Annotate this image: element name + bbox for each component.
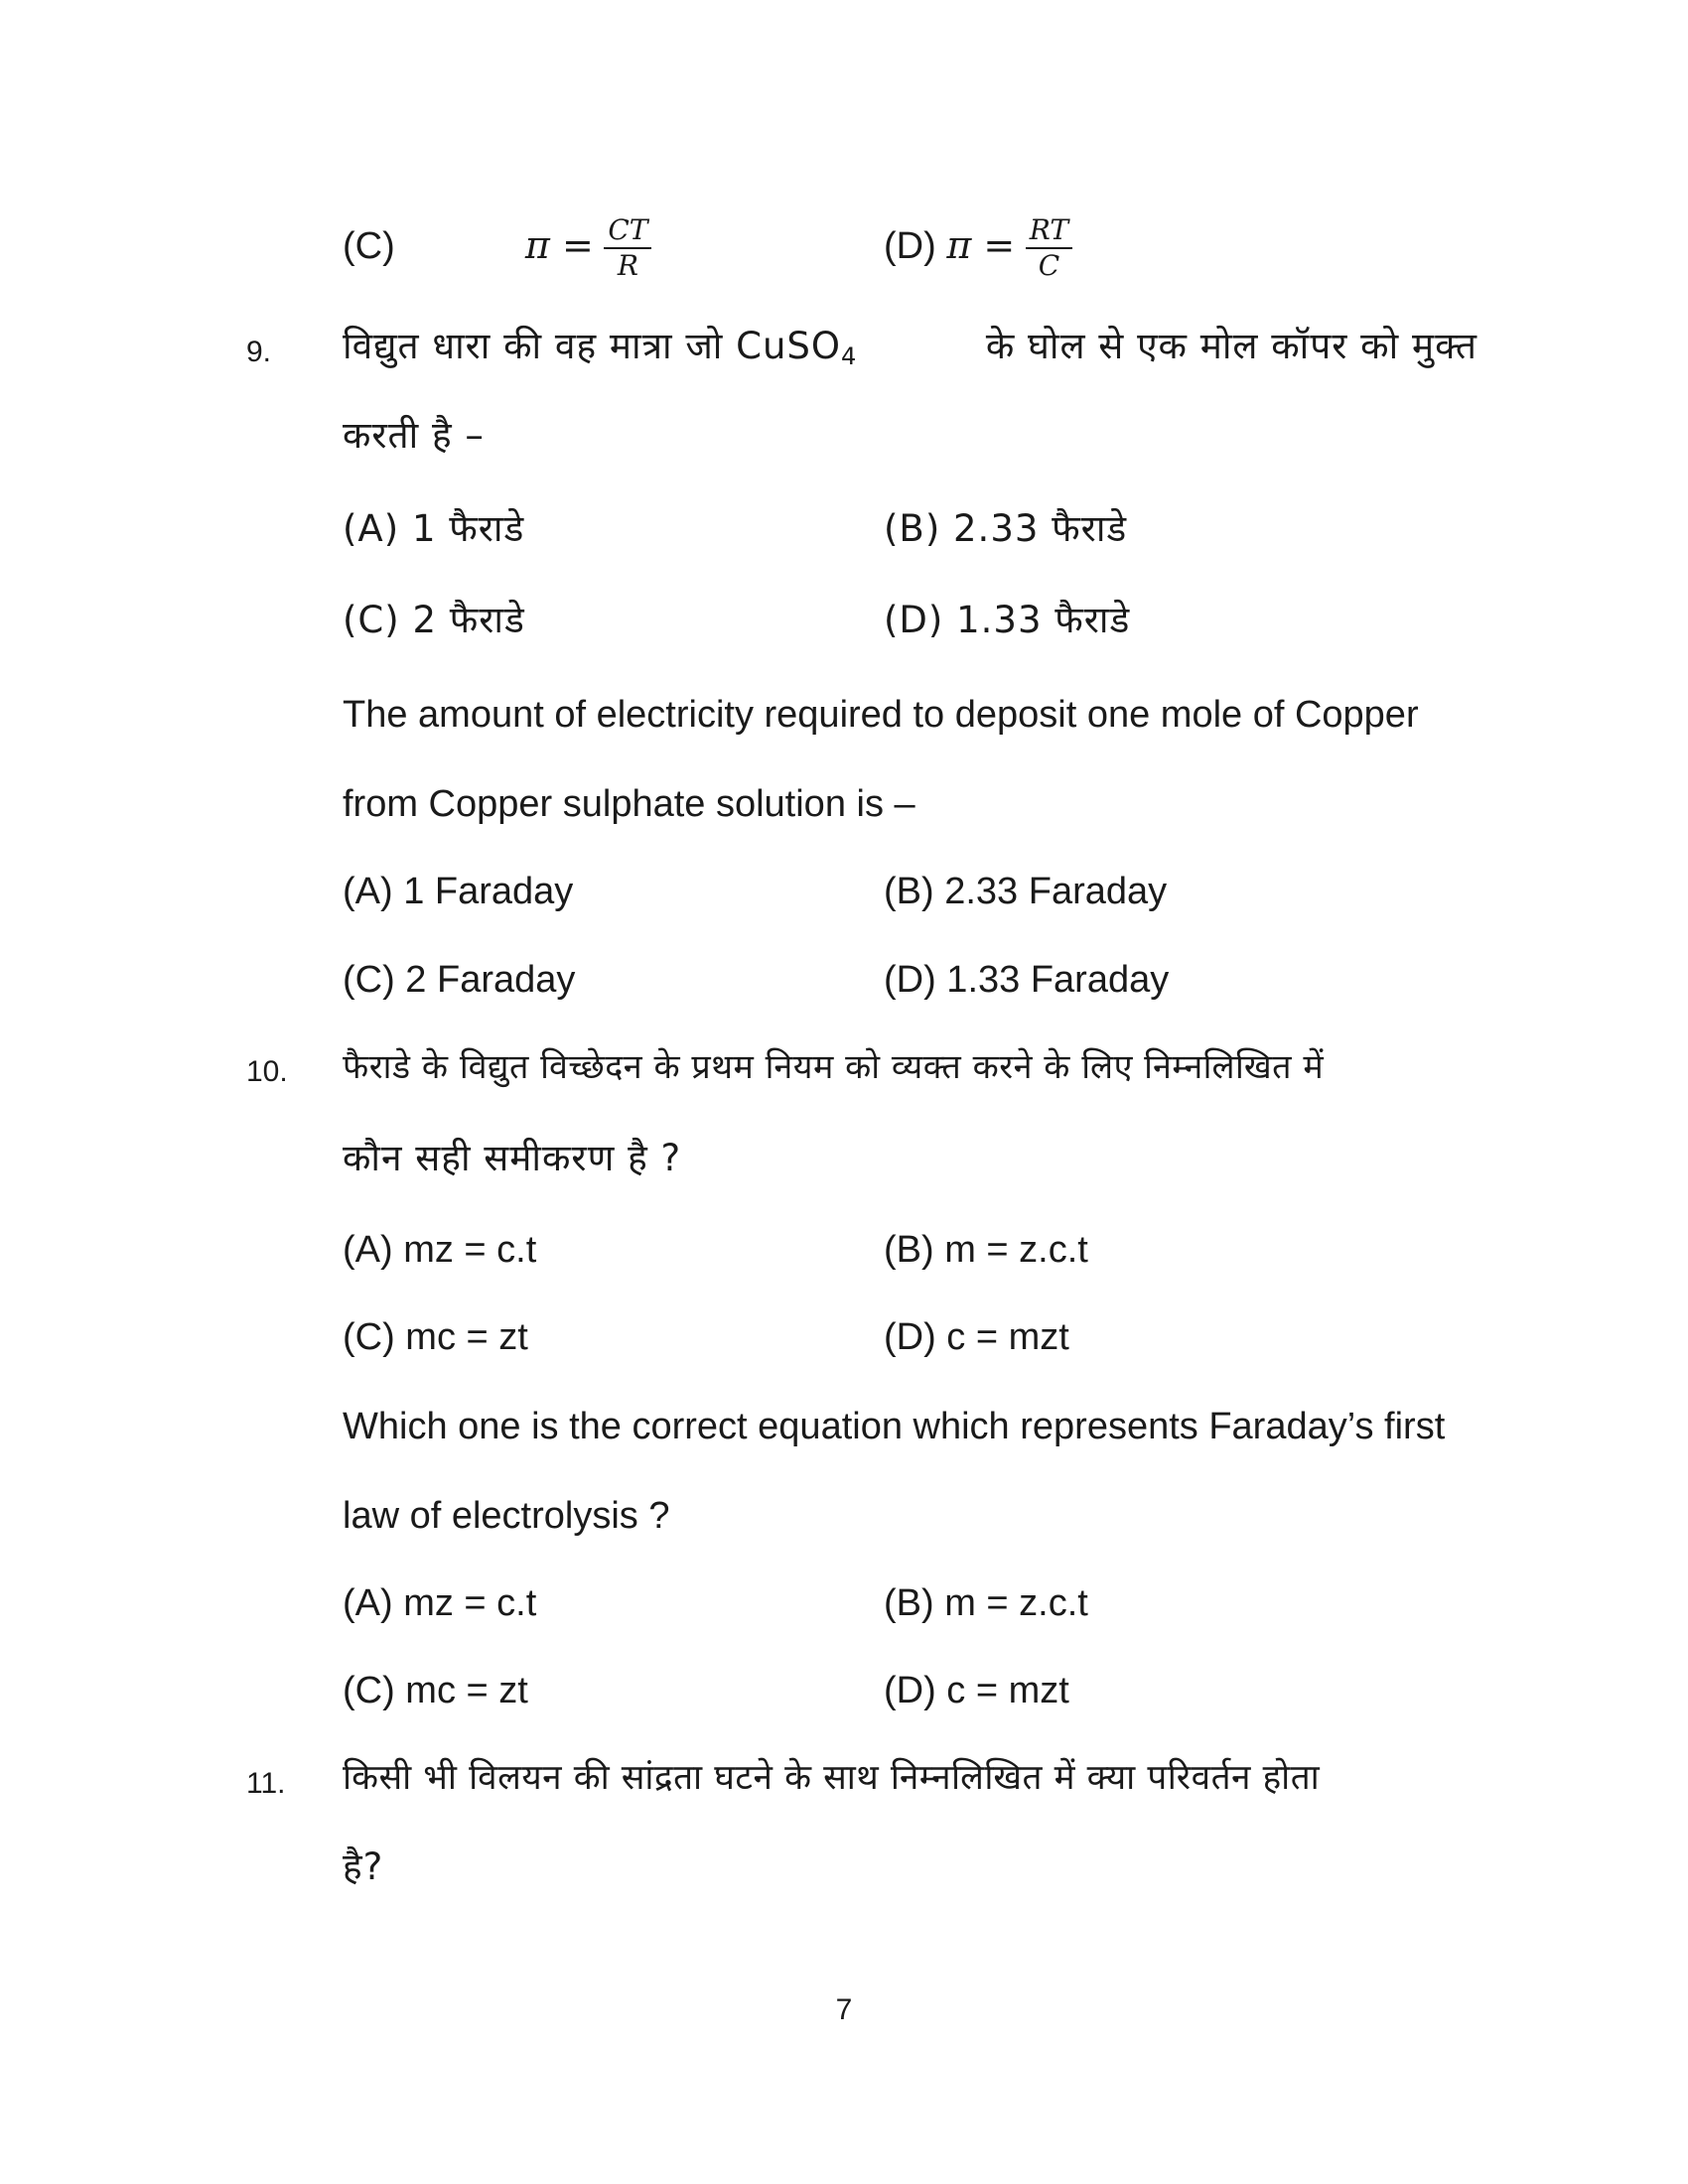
q9-english-option-a: (A) 1 Faraday — [343, 871, 574, 912]
q10-english-stem-line2: law of electrolysis ? — [343, 1495, 670, 1537]
q9-english-stem-line1: The amount of electricity required to deposit one mole of Copper — [343, 694, 1419, 736]
q9-number: 9. — [246, 336, 272, 368]
q9-hindi-stem-part2: के घोल से एक मोल कॉपर को मुक्त — [985, 325, 1477, 367]
q11-number: 11. — [246, 1767, 286, 1800]
fraction-denominator: C — [1038, 249, 1060, 282]
option-label: (C) — [343, 225, 395, 268]
q9-hindi-stem-line1 — [343, 322, 1477, 381]
q10-english-option-b: (B) m = z.c.t — [884, 1582, 1088, 1624]
fraction-numerator: CT — [604, 213, 651, 249]
page-number: 7 — [835, 1993, 853, 2026]
q9-english-option-c: (C) 2 Faraday — [343, 959, 576, 1001]
q10-english-option-d: (D) c = mzt — [884, 1670, 1069, 1711]
q9-english-option-b: (B) 2.33 Faraday — [884, 871, 1168, 912]
math-lhs: π = — [524, 223, 594, 268]
q10-hindi-option-b: (B) m = z.c.t — [884, 1229, 1088, 1271]
q10-english-stem-line1: Which one is the correct equation which represents Faraday’s first — [343, 1406, 1446, 1447]
q11-hindi-stem-line1: किसी भी विलयन की सांद्रता घटने के साथ निम्नलिखित में क्या परिवर्तन होता — [343, 1758, 1321, 1798]
fraction — [604, 213, 651, 283]
q10-hindi-option-a: (A) mz = c.t — [343, 1229, 537, 1271]
q10-english-option-c: (C) mc = zt — [343, 1670, 528, 1711]
q10-number: 10. — [246, 1055, 288, 1088]
q9-hindi-option-c: (C) 2 फैराडे — [343, 599, 525, 641]
subscript: 4 — [841, 342, 858, 370]
q11-hindi-stem-line2: है? — [343, 1845, 384, 1888]
q8-option-d — [884, 213, 1072, 283]
q9-hindi-stem-line2: करती है – — [343, 414, 485, 457]
q10-hindi-stem-line2: कौन सही समीकरण है ? — [343, 1137, 682, 1179]
q9-hindi-option-d: (D) 1.33 फैराडे — [884, 599, 1131, 641]
q9-english-option-d: (D) 1.33 Faraday — [884, 959, 1170, 1001]
q10-english-option-a: (A) mz = c.t — [343, 1582, 537, 1624]
q10-hindi-option-d: (D) c = mzt — [884, 1316, 1069, 1358]
fraction-numerator: RT — [1026, 213, 1072, 249]
q9-hindi-option-a: (A) 1 फैराडे — [343, 507, 525, 550]
q8-option-c — [343, 213, 651, 283]
fraction — [1026, 213, 1072, 283]
q9-hindi-stem-part1: विद्युत धारा की वह मात्रा जो CuSO$_4$ — [343, 325, 858, 370]
math-lhs: π = — [946, 223, 1016, 268]
q9-hindi-option-b: (B) 2.33 फैराडे — [884, 507, 1128, 550]
q10-hindi-option-c: (C) mc = zt — [343, 1316, 528, 1358]
fraction-denominator: R — [617, 249, 638, 282]
q10-hindi-stem-line1: फैराडे के विद्युत विच्छेदन के प्रथम नियम को व्यक्त करने के लिए निम्नलिखित में — [343, 1047, 1325, 1087]
q9-english-stem-line2: from Copper sulphate solution is – — [343, 783, 915, 825]
option-label: (D) — [884, 225, 936, 268]
